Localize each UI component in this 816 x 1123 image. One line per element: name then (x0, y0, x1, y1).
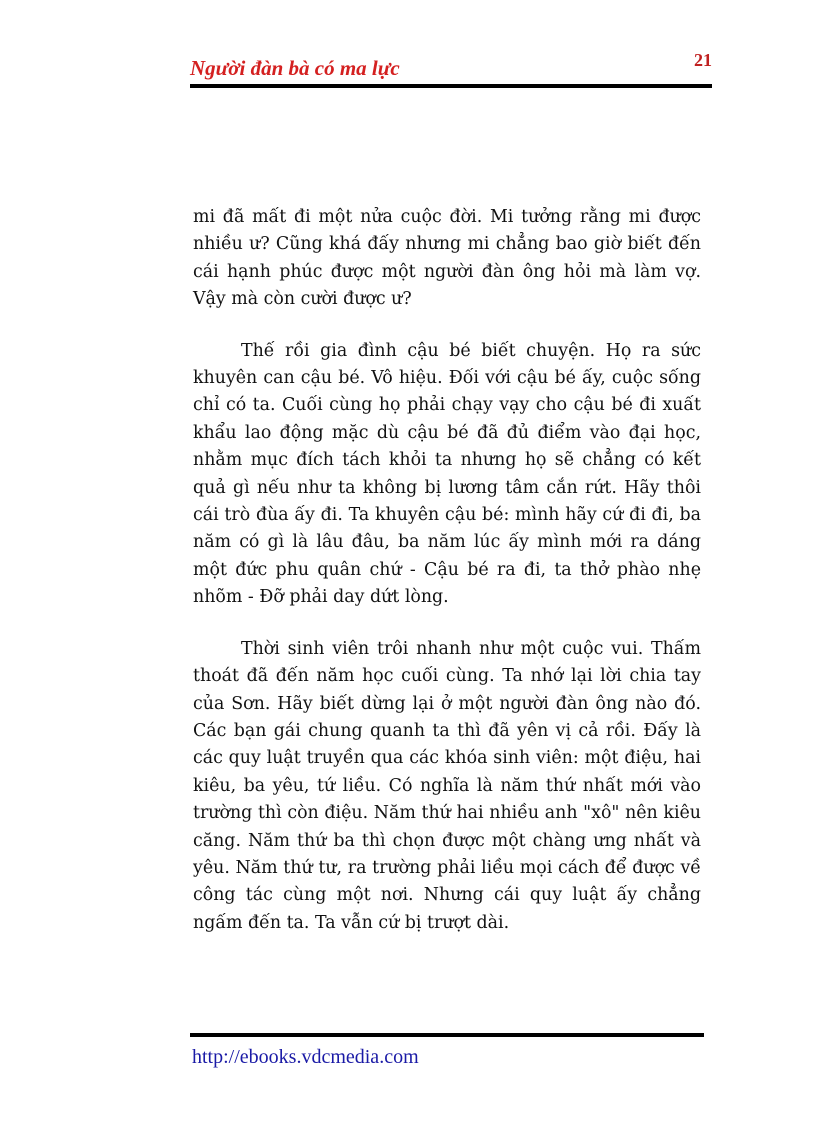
footer-website-link[interactable]: http://ebooks.vdcmedia.com (192, 1046, 419, 1068)
body-paragraph: Thời sinh viên trôi nhanh như một cuộc vui. Thấm thoát đã đến năm học cuối cùng. Ta nhớ lại lời chia tay của Sơn. Hãy biết dừng lại ở một người đàn ông nào đó. Các bạn gái chung quanh ta thì đã yên vị cả rồi. Đấy là các quy luật truyền qua các khóa sinh viên: một điệu, hai kiêu, ba yêu, tứ liều. Có nghĩa là năm thứ nhất mới vào trường thì còn điệu. Năm thứ hai nhiều anh "xô" nên kiêu căng. Năm thứ ba thì chọn được một chàng ưng nhất và yêu. Năm thứ tư, ra trường phải liều mọi cách để được về công tác cùng một nơi. Nhưng cái quy luật ấy chẳng ngấm đến ta. Ta vẫn cứ bị trượt dài. (193, 638, 701, 933)
body-paragraph: mi đã mất đi một nửa cuộc đời. Mi tưởng rằng mi được nhiều ư? Cũng khá đấy nhưng mi chẳng bao giờ biết đến cái hạnh phúc được một người đàn ông hỏi mà làm vợ. Vậy mà còn cười được ư? (193, 207, 701, 310)
footer-divider (190, 1033, 704, 1037)
body-paragraph: Thế rồi gia đình cậu bé biết chuyện. Họ ra sức khuyên can cậu bé. Vô hiệu. Đối với cậu bé ấy, cuộc sống chỉ có ta. Cuối cùng họ phải chạy vạy cho cậu bé đi xuất khẩu lao động mặc dù cậu bé đã đủ điểm vào đại học, nhằm mục đích tách khỏi ta nhưng họ sẽ chẳng có kết quả gì nếu như ta không bị lương tâm cắn rứt. Hãy thôi cái trò đùa ấy đi. Ta khuyên cậu bé: mình hãy cứ đi đi, ba năm có gì là lâu đâu, ba năm lúc ấy mình mới ra dáng một đức phu quân chứ - Cậu bé ra đi, ta thở phào nhẹ nhõm - Đỡ phải day dứt lòng. (193, 340, 701, 608)
page-body (193, 204, 701, 961)
book-title: Người đàn bà có ma lực (190, 56, 400, 80)
page-header (190, 50, 712, 86)
header-divider (190, 84, 712, 88)
page-number: 21 (694, 50, 712, 70)
